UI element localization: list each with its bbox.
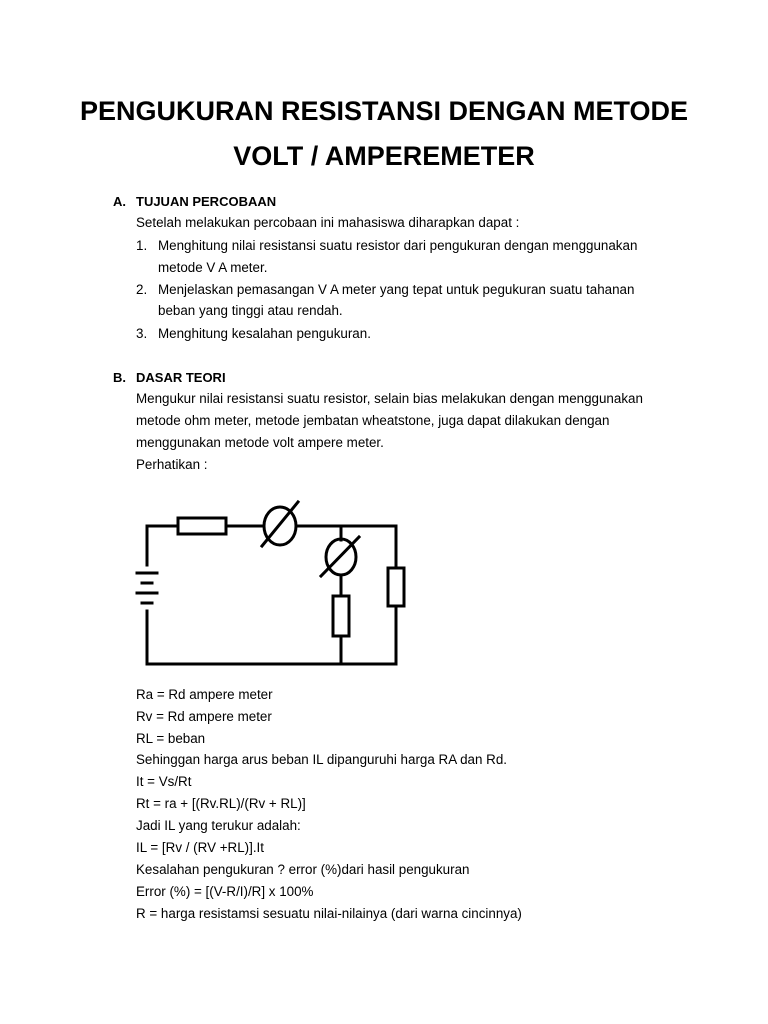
formula-line: Kesalahan pengukuran ? error (%)dari hasil pengukuran: [136, 862, 470, 877]
formula-line: IL = [Rv / (RV +RL)].It: [136, 840, 264, 855]
section-b-letter: B.: [113, 370, 126, 385]
formula-line: It = Vs/Rt: [136, 774, 192, 789]
formula-line: Rv = Rd ampere meter: [136, 709, 272, 724]
resistor-ra: [178, 518, 226, 534]
formula-line: Jadi IL yang terukur adalah:: [136, 818, 301, 833]
list-item-text: metode V A meter.: [158, 260, 268, 275]
list-item-number: 2.: [136, 282, 148, 297]
section-b-title: DASAR TEORI: [136, 370, 226, 385]
paragraph-line: metode ohm meter, metode jembatan wheatstone, juga dapat dilakukan dengan: [136, 413, 610, 428]
section-a-intro: Setelah melakukan percobaan ini mahasiswa diharapkan dapat :: [136, 215, 520, 230]
formula-line: Ra = Rd ampere meter: [136, 687, 273, 702]
list-item-text: beban yang tinggi atau rendah.: [158, 303, 343, 318]
formula-line: RL = beban: [136, 731, 206, 746]
document-title-line-1: PENGUKURAN RESISTANSI DENGAN METODE: [79, 96, 689, 126]
formula-line: Error (%) = [(V-R/I)/R] x 100%: [136, 884, 314, 899]
formula-line: Sehinggan harga arus beban IL dipanguruhi harga RA dan Rd.: [136, 752, 508, 767]
section-a-heading: [113, 193, 276, 211]
list-item-text: Menjelaskan pemasangan V A meter yang tepat untuk pegukuran suatu tahanan: [158, 282, 635, 297]
section-b-heading: [113, 369, 226, 387]
paragraph-line: Mengukur nilai resistansi suatu resistor, selain bias melakukan dengan menggunakan: [136, 391, 643, 406]
list-item-text: Menghitung nilai resistansi suatu resistor dari pengukuran dengan menggunakan: [158, 238, 638, 253]
list-item-text: Menghitung kesalahan pengukuran.: [158, 326, 371, 341]
formula-line: Rt = ra + [(Rv.RL)/(Rv + RL)]: [136, 796, 306, 811]
circuit-diagram: [110, 490, 430, 675]
list-item-number: 3.: [136, 326, 148, 341]
perhatikan-label: Perhatikan :: [136, 457, 208, 472]
formula-line: R = harga resistamsi sesuatu nilai-nilainya (dari warna cincinnya): [136, 906, 522, 921]
paragraph-line: menggunakan metode volt ampere meter.: [136, 435, 384, 450]
section-a-letter: A.: [113, 194, 126, 209]
resistor-middle: [333, 596, 349, 636]
section-a-title: TUJUAN PERCOBAAN: [136, 194, 277, 209]
list-item-number: 1.: [136, 238, 148, 253]
resistor-right: [388, 568, 404, 606]
document-title-line-2: VOLT / AMPEREMETER: [233, 141, 535, 171]
